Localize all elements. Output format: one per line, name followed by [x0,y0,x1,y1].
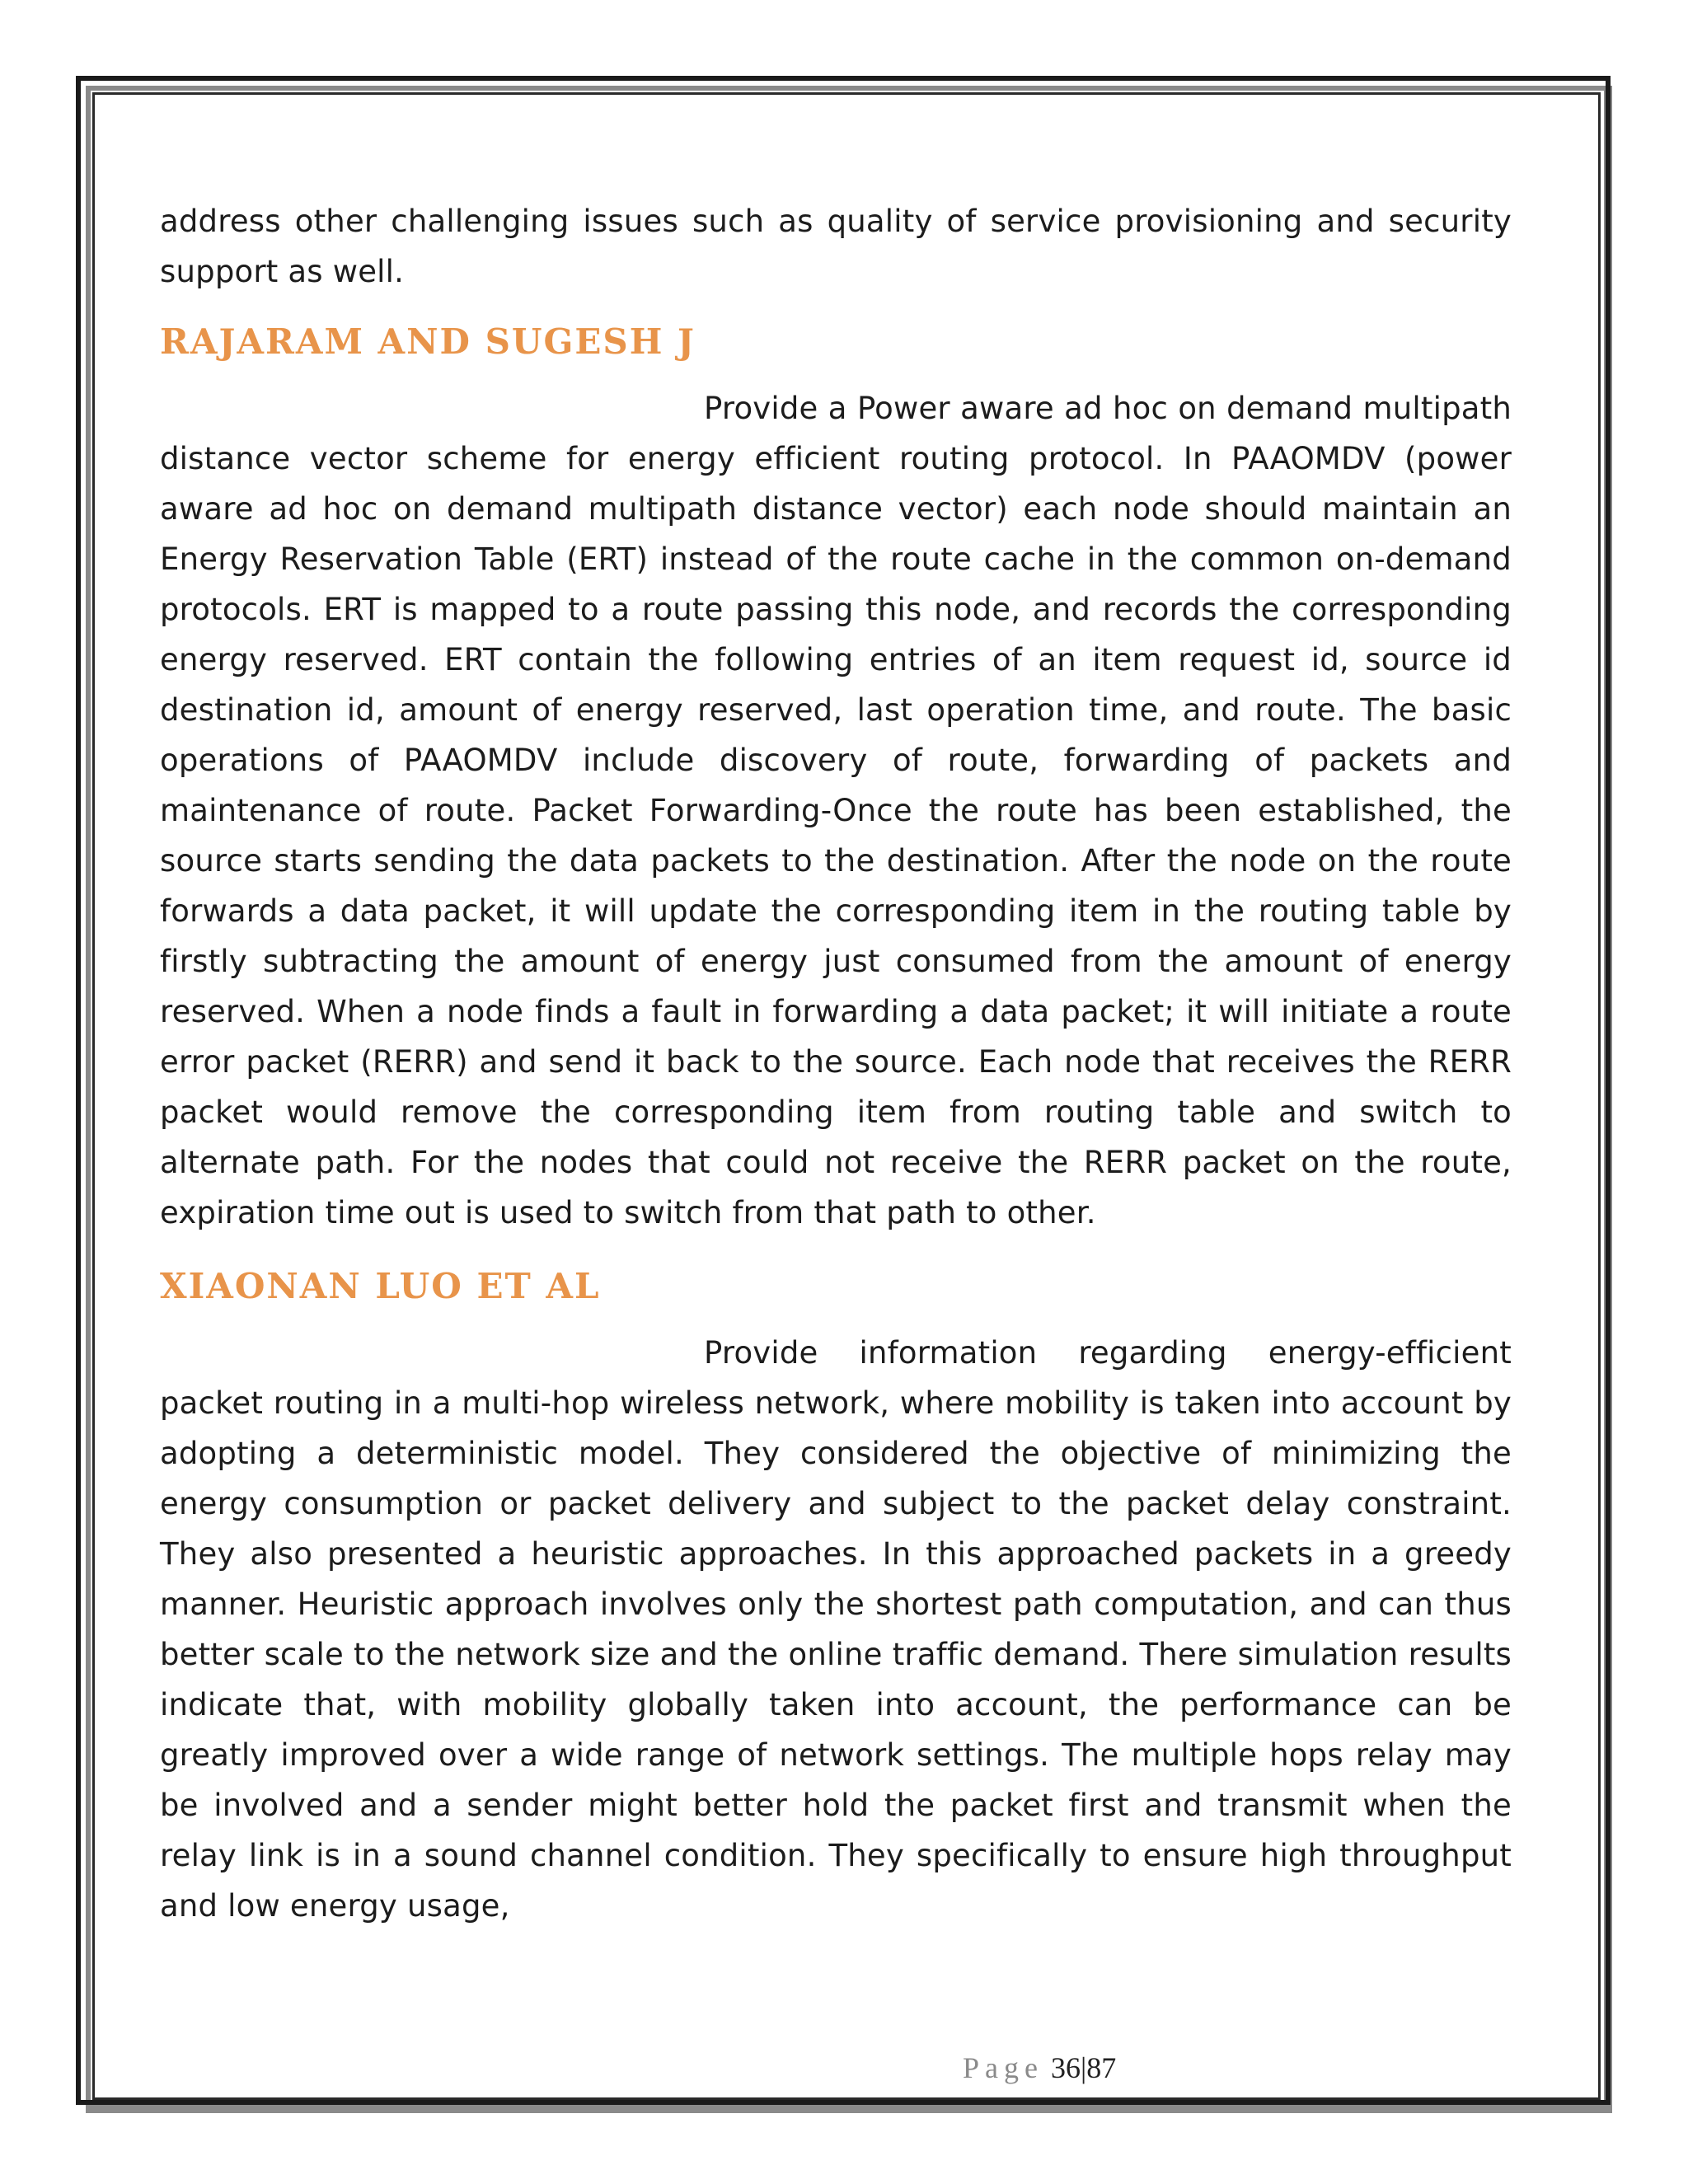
page-label: Page [963,2051,1043,2084]
section-body-rajaram: Provide a Power aware ad hoc on demand multipath distance vector scheme for energy efficient routing protocol. In PAAOMDV (power aware ad hoc on demand multipath distance vector) each node should maintain an Energy Reservation Table (ERT) instead of the route cache in the common on-demand protocols. ERT is mapped to a route passing this node, and records the corresponding energy reserved. ERT contain the following entries of an item request id, source id destination id, amount of energy reserved, last operation time, and route. The basic operations of PAAOMDV include discovery of route, forwarding of packets and maintenance of route. Packet Forwarding-Once the route has been established, the source starts sending the data packets to the destination. After the node on the route forwards a data packet, it will update the corresponding item in the routing table by firstly subtracting the amount of energy just consumed from the amount of energy reserved. When a node finds a fault in forwarding a data packet; it will initiate a route error packet (RERR) and send it back to the source. Each node that receives the RERR packet would remove the corresponding item from routing table and switch to alternate path. For the nodes that could not receive the RERR packet on the route, expiration time out is used to switch from that path to other. [160,391,1512,1230]
page-footer [963,2050,1116,2085]
page-separator: | [1080,2051,1087,2084]
section-heading-xiaonan: XIAONAN LUO ET AL [160,1266,601,1306]
section-body-xiaonan: Provide information regarding energy-efficient packet routing in a multi-hop wireless network, where mobility is taken into account by adopting a deterministic model. They considered the objective of minimizing the energy consumption or packet delivery and subject to the packet delay constraint. They also presented a heuristic approaches. In this approached packets in a greedy manner. Heuristic approach involves only the shortest path computation, and can thus better scale to the network size and the online traffic demand. There simulation results indicate that, with mobility globally taken into account, the performance can be greatly improved over a wide range of network settings. The multiple hops relay may be involved and a sender might better hold the packet first and transmit when the relay link is in a sound channel condition. They specifically to ensure high throughput and low energy usage, [160,1335,1512,1924]
page-number: 36 [1050,2051,1081,2084]
page-content [160,196,1512,1931]
section-heading-rajaram: RAJARAM AND SUGESH J [160,321,696,362]
page-total: 87 [1086,2051,1117,2084]
intro-paragraph: address other challenging issues such as quality of service provisioning and security support as well. [160,204,1512,289]
